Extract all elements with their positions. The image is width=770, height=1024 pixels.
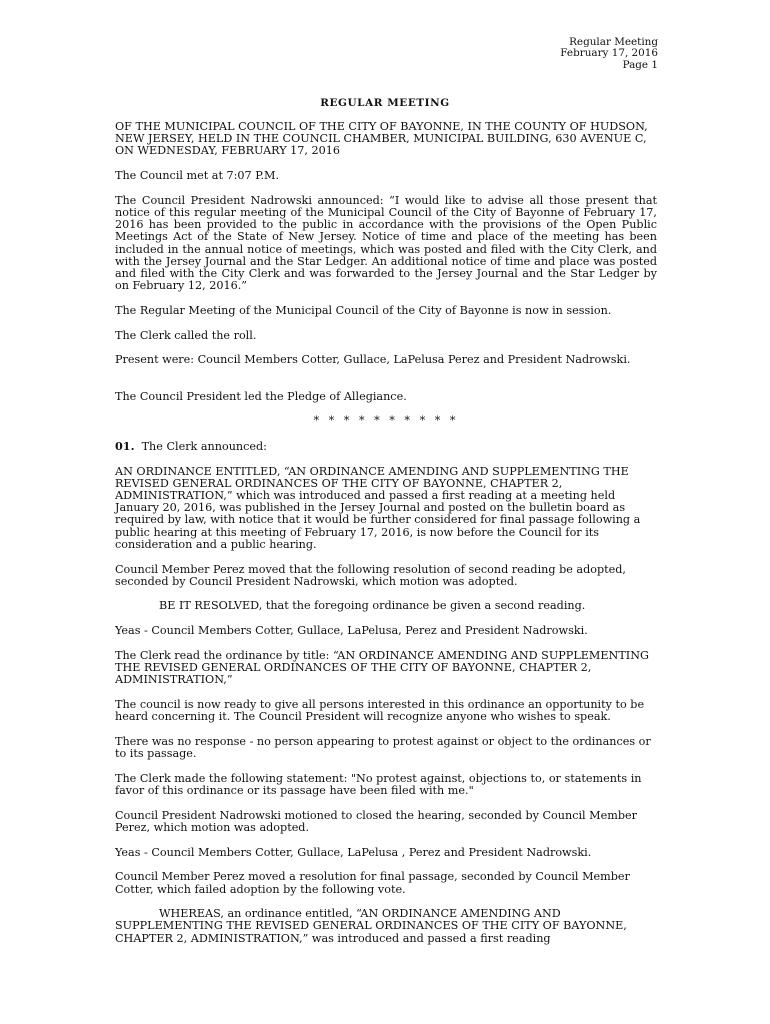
header-meeting-type: Regular Meeting [569, 36, 658, 48]
ordinance-announcement: AN ORDINANCE ENTITLED, “AN ORDINANCE AMENDING AND SUPPLEMENTING THE REVISED GENERAL ORDINANCES OF THE CITY OF BAYONNE, CHAPTER 2, ADMINISTRATION,” which was introduced and passed a first reading at a meeting held January 20, 2016, was published in the Jersey Journal and posted on the bulletin board as required by law, with notice that it would be further considered for final passage following a public hearing at this meeting of February 17, 2016, is now before the Council for its consideration and a public hearing. [115, 464, 641, 551]
header-page-number: Page 1 [622, 58, 658, 71]
meeting-time: The Council met at 7:07 P.M. [115, 169, 280, 183]
page-header [560, 37, 658, 71]
section-divider: * * * * * * * * * * [313, 414, 459, 428]
roll-call: The Clerk called the roll. [115, 328, 257, 342]
president-announcement: The Council President Nadrowski announced: “I would like to advise all those present that notice of this regular meeting of the Municipal Council of the City of Bayonne of February 17, 2016 has been provided to the public in accordance with the provisions of the Open Public Meetings Act of the State of New Jersey. Notice of time and place of the meeting has been included in the annual notice of meetings, which was posted and filed with the City Clerk, and with the Jersey Journal and the Star Ledger. An additional notice of time and place was posted and filed with the City Clerk and was forwarded to the Jersey Journal and the Star Ledger by on February 12, 2016.” [115, 193, 657, 293]
meeting-description: OF THE MUNICIPAL COUNCIL OF THE CITY OF BAYONNE, IN THE COUNTY OF HUDSON, NEW JERSEY, HELD IN THE COUNCIL CHAMBER, MUNICIPAL BUILDING, 630 AVENUE C, ON WEDNESDAY, FEBRUARY 17, 2016 [115, 120, 648, 158]
second-reading-resolution: BE IT RESOLVED, that the foregoing ordinance be given a second reading. [159, 599, 586, 613]
header-date: February 17, 2016 [560, 47, 658, 60]
second-reading-motion: Council Member Perez moved that the following resolution of second reading be adopted, seconded by Council President Nadrowski, which motion was adopted. [115, 562, 626, 588]
item-01-text: The Clerk announced: [141, 439, 267, 453]
session-statement: The Regular Meeting of the Municipal Council of the City of Bayonne is now in session. [115, 303, 612, 317]
pledge-statement: The Council President led the Pledge of Allegiance. [115, 389, 407, 403]
present-members: Present were: Council Members Cotter, Gullace, LaPelusa Perez and President Nadrowski. [115, 353, 631, 367]
whereas-clause: WHEREAS, an ordinance entitled, “AN ORDINANCE AMENDING AND SUPPLEMENTING THE REVISED GENERAL ORDINANCES OF THE CITY OF BAYONNE, CHAPTER 2, ADMINISTRATION,” was introduced and passed a first reading [115, 907, 627, 945]
document-title: REGULAR MEETING [320, 97, 450, 109]
item-01 [115, 440, 657, 453]
public-hearing-statement: The council is now ready to give all persons interested in this ordinance an opportunity to be heard concerning it. The Council President will recognize anyone who wishes to speak. [115, 698, 645, 724]
clerk-statement: The Clerk made the following statement: "No protest against, objections to, or statements in favor of this ordinance or its passage have been filed with me." [115, 771, 642, 798]
vote-yeas-2: Yeas - Council Members Cotter, Gullace, LaPelusa , Perez and President Nadrowski. [115, 845, 592, 859]
document-body [115, 121, 657, 957]
no-response-statement: There was no response - no person appearing to protest against or object to the ordinances or to its passage. [115, 734, 651, 761]
item-number: 01. [115, 438, 135, 453]
close-hearing-motion: Council President Nadrowski motioned to closed the hearing, seconded by Council Member Perez, which motion was adopted. [115, 808, 637, 834]
final-passage-motion: Council Member Perez moved a resolution for final passage, seconded by Council Member Cotter, which failed adoption by the following vote. [115, 870, 630, 896]
ordinance-title-reading: The Clerk read the ordinance by title: “AN ORDINANCE AMENDING AND SUPPLEMENTING THE REVISED GENERAL ORDINANCES OF THE CITY OF BAYONNE, CHAPTER 2, ADMINISTRATION,” [115, 648, 649, 687]
vote-yeas-1: Yeas - Council Members Cotter, Gullace, LaPelusa, Perez and President Nadrowski. [115, 624, 588, 638]
